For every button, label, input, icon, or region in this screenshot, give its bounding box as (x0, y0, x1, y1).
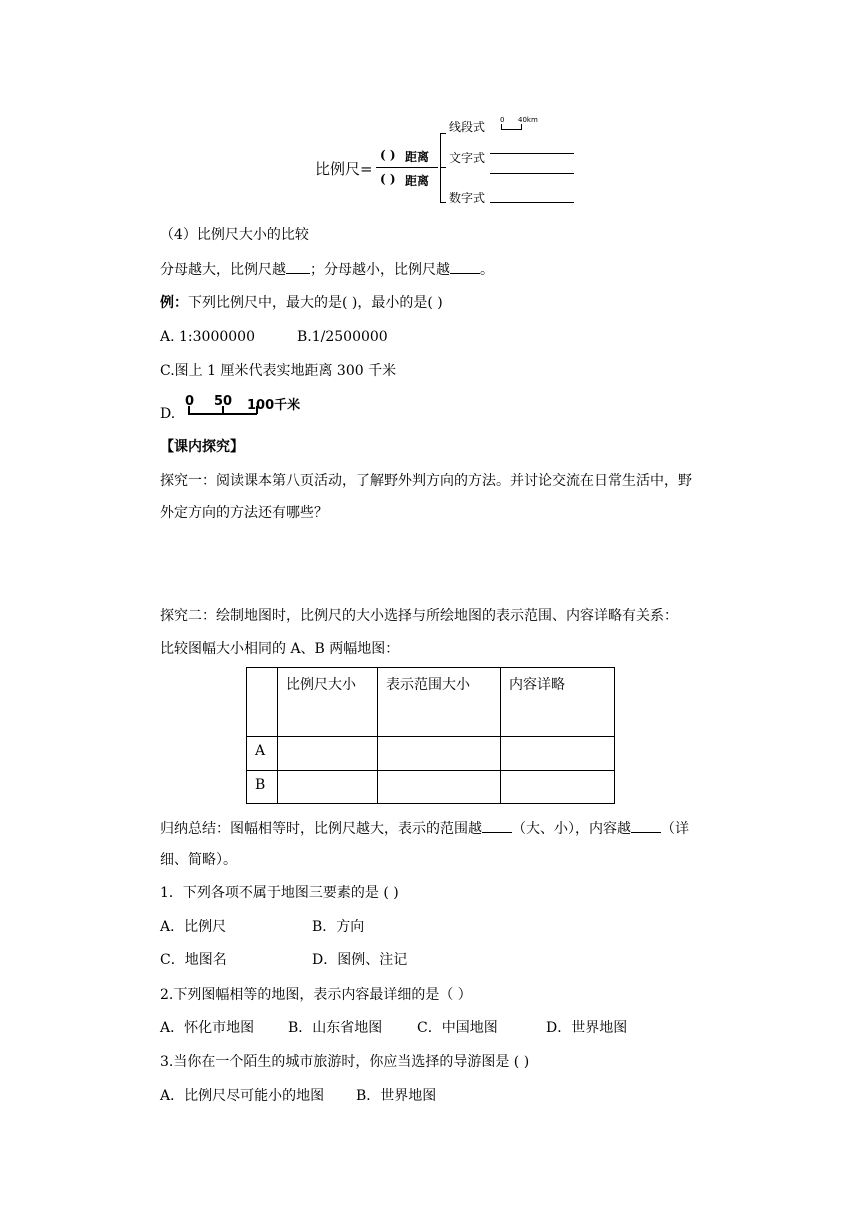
rule-blank-1 (286, 259, 310, 274)
q1-option-c: C．地图名 (160, 952, 227, 968)
fraction-bar (376, 167, 438, 168)
branch-number-style: 数字式 (449, 191, 486, 205)
brace-bottom (440, 202, 446, 203)
table-header-cell: 表示范围大小 (378, 668, 501, 737)
text-style-blank-2 (490, 173, 574, 174)
mini-scale-bar (501, 129, 522, 130)
summary-blank-2 (631, 818, 661, 833)
formula-lhs: 比例尺= (315, 160, 373, 178)
text-style-blank (490, 153, 574, 154)
rule-a: 分母越大，比例尺越 (160, 262, 286, 278)
section-4-heading: （4）比例尺大小的比较 (160, 227, 309, 243)
summary-part-2: （大、小），内容越 (512, 821, 631, 837)
question-1-stem: 1．下列各项不属于地图三要素的是 ( ) (160, 885, 399, 901)
question-3-stem: 3.当你在一个陌生的城市旅游时，你应当选择的导游图是 ( ) (160, 1054, 530, 1070)
summary-part-1: 归纳总结：图幅相等时，比例尺越大，表示的范围越 (160, 821, 482, 837)
comparison-table (246, 667, 615, 804)
example-label: 例： (160, 295, 188, 311)
numerator-word: 距离 (405, 150, 430, 164)
example-line (160, 293, 443, 313)
option-d-label: D. (160, 406, 176, 422)
option-c: C.图上 1 厘米代表实地距离 300 千米 (160, 363, 397, 379)
table-cell (378, 771, 501, 804)
q2-option-d: D．世界地图 (546, 1020, 628, 1036)
scale-tick-0: 0 (185, 394, 195, 409)
table-header-row (247, 668, 615, 737)
q3-option-b: B．世界地图 (356, 1088, 437, 1104)
summary-line-1 (160, 818, 689, 839)
table-row (247, 737, 615, 771)
table-row-label: A (247, 737, 278, 771)
table-cell (378, 737, 501, 771)
table-cell (278, 737, 378, 771)
rule-blank-2 (450, 259, 480, 274)
table-cell (501, 737, 615, 771)
scale-tick-50: 50 (214, 394, 233, 409)
option-a: A. 1:3000000 (160, 329, 255, 345)
q2-option-c: C．中国地图 (417, 1020, 498, 1036)
table-cell (278, 771, 378, 804)
brace-line (440, 133, 441, 203)
q1-option-d: D．图例、注记 (312, 952, 408, 968)
explore-one-line-1: 探究一：阅读课本第八页活动，了解野外判方向的方法。并讨论交流在日常生活中，野 (160, 473, 692, 489)
size-rule (160, 259, 494, 280)
explore-two-line-1: 探究二：绘制地图时，比例尺的大小选择与所绘地图的表示范围、内容详略有关系： (160, 608, 678, 624)
scale-bar-tick-0 (188, 406, 190, 414)
summary-part-3: （详 (661, 821, 689, 837)
table-row (247, 771, 615, 804)
brace-mid (440, 167, 446, 168)
summary-blank-1 (482, 818, 512, 833)
bar-zero-label: 0 (500, 116, 505, 124)
scale-bar-tick-50 (222, 406, 224, 414)
table-header-cell: 内容详略 (501, 668, 615, 737)
q2-option-a: A．怀化市地图 (160, 1020, 255, 1036)
denominator-word: 距离 (405, 174, 430, 188)
example-text: 下列比例尺中，最大的是( )，最小的是( ) (188, 295, 443, 311)
number-style-blank (490, 202, 574, 203)
table-cell (501, 771, 615, 804)
scale-bar-tick-100 (256, 406, 258, 414)
table-header-cell: 比例尺大小 (278, 668, 378, 737)
q1-option-a: A．比例尺 (160, 919, 227, 935)
summary-line-2: 细、简略）。 (160, 852, 237, 868)
denominator-paren: ( ) (380, 172, 396, 186)
rule-end: 。 (480, 262, 494, 278)
branch-text-style: 文字式 (449, 151, 486, 165)
table-row-label: B (247, 771, 278, 804)
question-2-stem: 2.下列图幅相等的地图，表示内容最详细的是（ ） (160, 987, 472, 1003)
rule-b: ；分母越小，比例尺越 (310, 262, 450, 278)
q2-option-b: B．山东省地图 (288, 1020, 383, 1036)
branch-line-style: 线段式 (449, 120, 486, 134)
q1-option-b: B．方向 (312, 919, 365, 935)
explore-title: 【课内探究】 (160, 439, 244, 455)
mini-scale-tick-right (521, 124, 522, 129)
scale-tick-100: 100千米 (247, 398, 301, 413)
option-b: B.1/2500000 (297, 329, 388, 345)
q3-option-a: A．比例尺尽可能小的地图 (160, 1088, 325, 1104)
bar-end-label: 40km (518, 116, 538, 124)
mini-scale-tick-left (501, 124, 502, 129)
brace-top (440, 133, 446, 134)
table-header-cell (247, 668, 278, 737)
explore-one-line-2: 外定方向的方法还有哪些？ (160, 505, 328, 521)
explore-two-line-2: 比较图幅大小相同的 A、B 两幅地图： (160, 641, 400, 657)
numerator-paren: ( ) (380, 148, 396, 162)
